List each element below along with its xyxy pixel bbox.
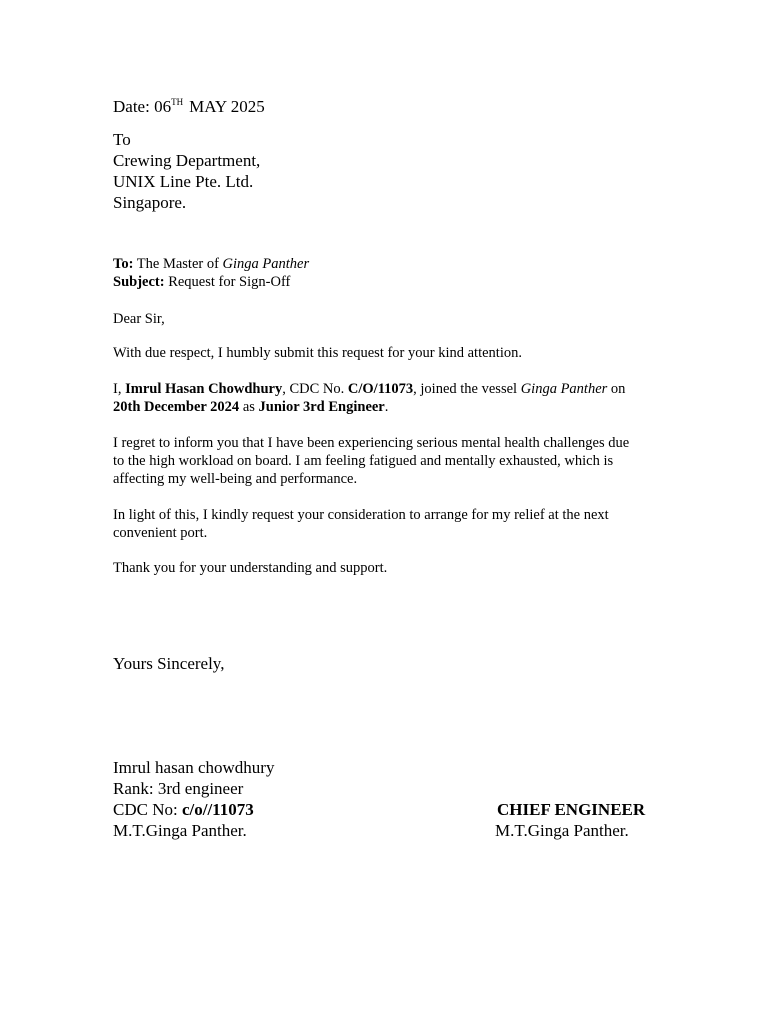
p2-text-4: on [607,381,626,397]
p2-text-5: as [239,399,259,415]
to-subject-block [113,255,309,291]
recipient-line-2: UNIX Line Pte. Ltd. [113,172,254,191]
paragraph-3 [113,434,658,488]
paragraph-4-line-2: convenient port. [113,525,208,541]
to-vessel: Ginga Panther [222,256,310,272]
p2-cdc: C/O/11073 [347,381,414,397]
p2-text-3: , joined the vessel [413,381,521,397]
signature-cdc-label: CDC No: [113,800,182,819]
signature-cdc-value: c/o//11073 [181,800,254,819]
recipient-line-1: Crewing Department, [113,151,261,170]
p2-rank: Junior 3rd Engineer [258,399,385,415]
p2-name: Imrul Hasan Chowdhury [125,381,283,397]
date-month-year: MAY 2025 [189,97,265,116]
countersign-title-text: CHIEF ENGINEER [497,800,646,819]
date-line [113,96,265,117]
paragraph-5: Thank you for your understanding and support. [113,560,388,576]
to-text: The Master of [133,256,223,272]
recipient-to: To [113,130,131,149]
countersign-block [495,799,645,841]
to-label: To: [113,256,134,272]
p2-text-1: I, [113,381,126,397]
subject-text: Request for Sign-Off [164,274,291,290]
signature-block [113,757,274,841]
paragraph-1: With due respect, I humbly submit this request for your kind attention. [113,345,522,361]
paragraph-4-line-1: In light of this, I kindly request your consideration to arrange for my relief at the next [113,507,609,523]
p2-text-2: , CDC No. [282,381,348,397]
signature-cdc [113,799,274,820]
countersign-title [495,799,645,820]
paragraph-2-line-1 [113,380,658,398]
paragraph-2-line-2 [113,398,658,416]
subject-line [113,273,309,291]
signature-rank: Rank: 3rd engineer [113,779,244,798]
p2-vessel: Ginga Panther [520,381,608,397]
paragraph-3-line-3: affecting my well-being and performance. [113,471,358,487]
recipient-line-3: Singapore. [113,193,187,212]
paragraph-4 [113,506,658,542]
to-line [113,255,309,273]
closing: Yours Sincerely, [113,654,225,673]
salutation: Dear Sir, [113,311,165,327]
countersign-vessel: M.T.Ginga Panther. [495,821,629,840]
paragraph-3-line-2: to the high workload on board. I am feeling fatigued and mentally exhausted, which is [113,453,614,469]
p2-date: 20th December 2024 [113,399,240,415]
date-superscript: TH [171,97,184,107]
paragraph-2 [113,380,658,416]
signature-name: Imrul hasan chowdhury [113,758,275,777]
recipient-address [113,129,260,213]
p2-text-6: . [384,399,389,415]
signature-vessel: M.T.Ginga Panther. [113,821,247,840]
date-label: Date: 06 [113,97,172,116]
subject-label: Subject: [113,274,165,290]
paragraph-3-line-1: I regret to inform you that I have been experiencing serious mental health challenges due [113,435,630,451]
